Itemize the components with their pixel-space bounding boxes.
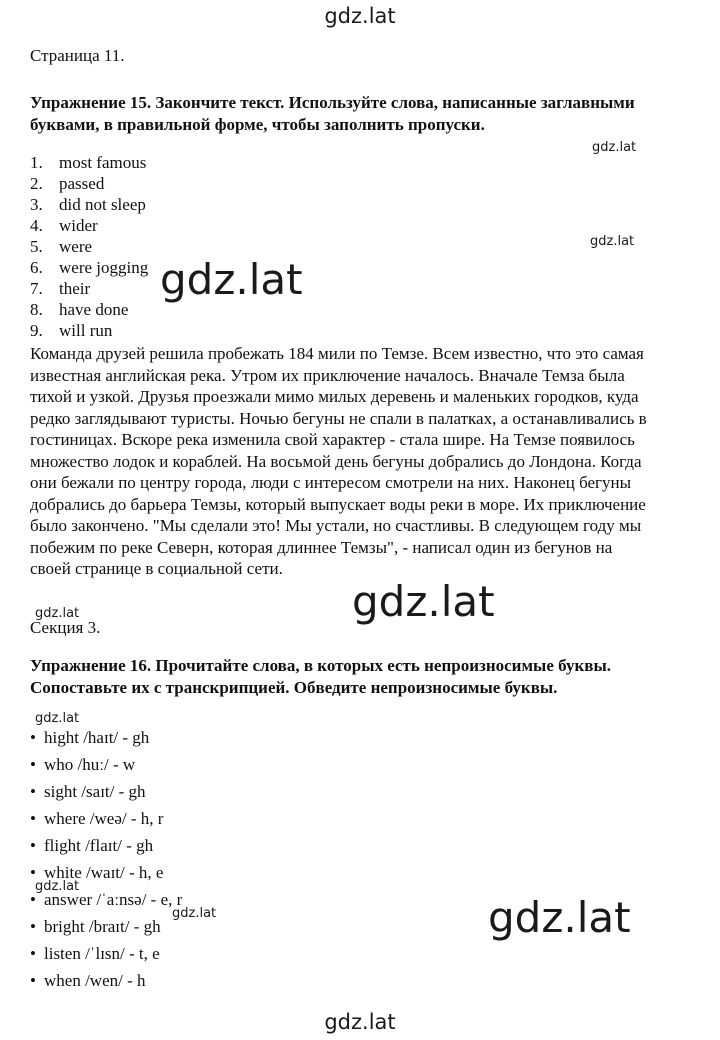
item-text: will run — [59, 321, 113, 340]
list-item — [30, 152, 148, 173]
watermark-large: gdz.lat — [488, 893, 631, 942]
item-text: passed — [59, 174, 105, 193]
item-number: 6. — [30, 258, 43, 277]
item-text: when /wen/ - h — [44, 971, 146, 990]
item-text: did not sleep — [59, 195, 146, 214]
answer-list — [30, 152, 148, 341]
watermark-small: gdz.lat — [590, 234, 635, 249]
list-item — [30, 215, 148, 236]
list-item — [30, 727, 182, 754]
item-number: 8. — [30, 300, 43, 319]
item-text: answer /ˈaːnsə/ - e, r — [44, 890, 183, 909]
list-item — [30, 299, 148, 320]
list-item — [30, 970, 182, 997]
bullet-icon: • — [30, 755, 36, 774]
item-text: were — [59, 237, 93, 256]
watermark-bottom: gdz.lat — [324, 1010, 396, 1034]
list-item — [30, 278, 148, 299]
bullet-icon: • — [30, 836, 36, 855]
watermark-small: gdz.lat — [35, 711, 80, 726]
item-text: their — [59, 279, 91, 298]
section-heading: Секция 3. — [30, 618, 101, 637]
watermark-top: gdz.lat — [324, 4, 396, 28]
item-text: hight /haɪt/ - gh — [44, 728, 150, 747]
list-item — [30, 173, 148, 194]
watermark-small: gdz.lat — [592, 140, 637, 155]
watermark-large: gdz.lat — [352, 577, 495, 626]
item-text: wider — [59, 216, 98, 235]
watermark-large: gdz.lat — [160, 255, 303, 304]
watermark-small: gdz.lat — [35, 606, 80, 621]
bullet-icon: • — [30, 782, 36, 801]
list-item — [30, 835, 182, 862]
bullet-icon: • — [30, 917, 36, 936]
item-text: who /huː/ - w — [44, 755, 136, 774]
list-item — [30, 236, 148, 257]
list-item — [30, 320, 148, 341]
item-number: 9. — [30, 321, 43, 340]
item-text: flight /flaɪt/ - gh — [44, 836, 154, 855]
word-list — [30, 727, 182, 997]
list-item — [30, 943, 182, 970]
item-number: 5. — [30, 237, 43, 256]
bullet-icon: • — [30, 863, 36, 882]
item-text: bright /braɪt/ - gh — [44, 917, 161, 936]
exercise-15-title: Упражнение 15. Закончите текст. Используйте слова, написанные заглавными буквами, в правильной форме, чтобы заполнить пропуски. — [30, 93, 635, 134]
list-item — [30, 808, 182, 835]
item-number: 7. — [30, 279, 43, 298]
item-text: sight /saɪt/ - gh — [44, 782, 146, 801]
item-text: have done — [59, 300, 129, 319]
list-item — [30, 194, 148, 215]
story-paragraph: Команда друзей решила пробежать 184 мили по Темзе. Всем известно, что это самая известная английская река. Утром их приключение началось. Вначале Темза была тихой и узкой. Друзья проезжали мимо милых деревень и маленьких городков, куда редко заглядывают туристы. Ночью бегуны не спали в палатках, а останавливались в гостиницах. Вскоре река изменила свой характер - стала шире. На Темзе появилось множество лодок и кораблей. На восьмой день бегуны добрались до Лондона. Когда они бежали по центру города, люди с интересом смотрели на них. Наконец бегуны добрались до барьера Темзы, который выпускает воды реки в море. Их приключение было закончено. "Мы сделали это! Мы устали, но счастливы. В следующем году мы побежим по реке Северн, которая длиннее Темзы", - написал один из бегунов на своей странице в социальной сети. — [30, 344, 647, 578]
item-number: 3. — [30, 195, 43, 214]
exercise-16-title: Упражнение 16. Прочитайте слова, в которых есть непроизносимые буквы. Сопоставьте их с транскрипцией. Обведите непроизносимые буквы. — [30, 656, 611, 697]
bullet-icon: • — [30, 944, 36, 963]
item-number: 4. — [30, 216, 43, 235]
list-item — [30, 754, 182, 781]
bullet-icon: • — [30, 728, 36, 747]
watermark-small: gdz.lat — [172, 906, 217, 921]
bullet-icon: • — [30, 890, 36, 909]
watermark-small: gdz.lat — [35, 879, 80, 894]
list-item — [30, 916, 182, 943]
list-item — [30, 781, 182, 808]
bullet-icon: • — [30, 809, 36, 828]
item-text: listen /ˈlɪsn/ - t, e — [44, 944, 160, 963]
page-reference: Страница 11. — [30, 46, 125, 65]
list-item — [30, 257, 148, 278]
bullet-icon: • — [30, 971, 36, 990]
item-text: were jogging — [59, 258, 149, 277]
item-text: most famous — [59, 153, 147, 172]
item-number: 1. — [30, 153, 43, 172]
item-text: where /weə/ - h, r — [44, 809, 164, 828]
item-number: 2. — [30, 174, 43, 193]
item-text: white /waɪt/ - h, e — [44, 863, 164, 882]
